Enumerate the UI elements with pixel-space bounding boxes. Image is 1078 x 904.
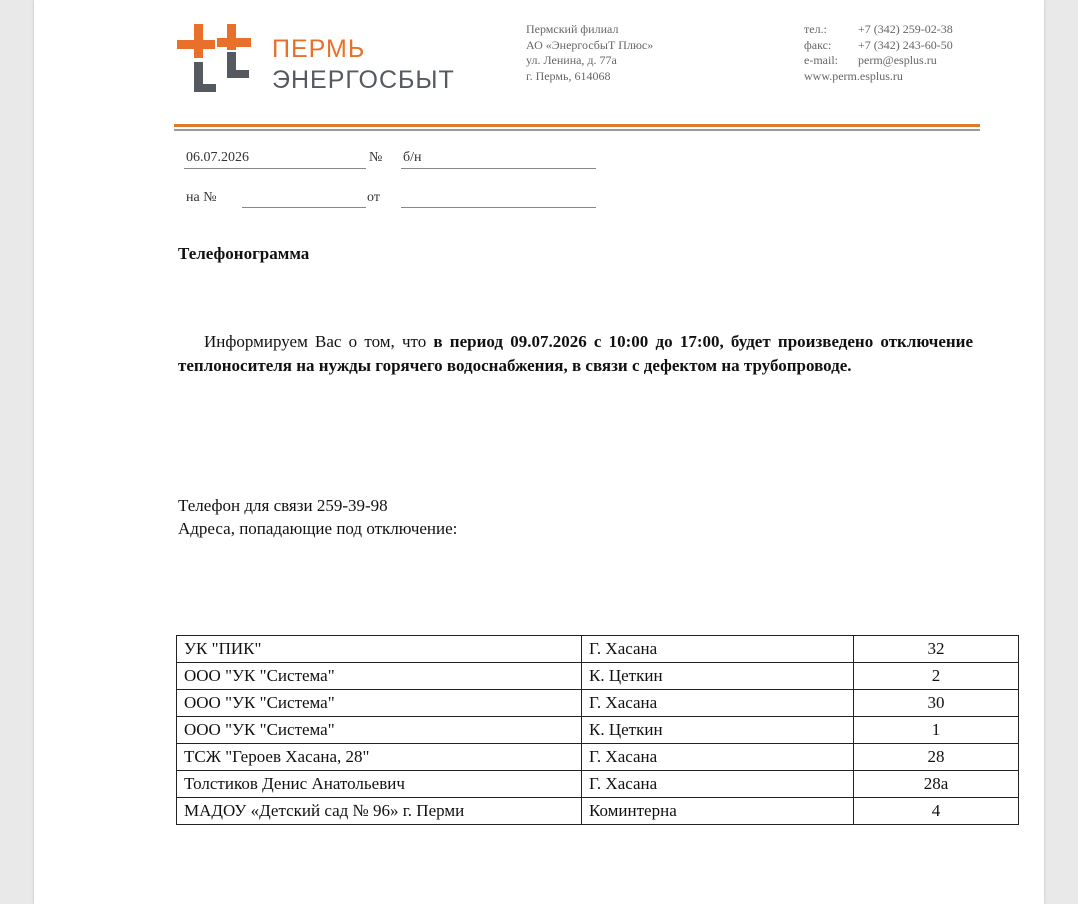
contact-label: тел.: bbox=[804, 22, 827, 36]
street-cell: Коминтерна bbox=[582, 798, 854, 825]
table-row bbox=[177, 663, 1019, 690]
org-cell: ООО "УК "Система" bbox=[177, 663, 582, 690]
contact-info bbox=[178, 494, 457, 540]
contact-email bbox=[804, 53, 953, 69]
logo-line-2: ЭНЕРГОСБЫТ bbox=[272, 66, 455, 94]
notice-details: в период 09.07.2026 с 10:00 до 17:00, будет произведено отключение теплоносителя на нужды горячего водоснабжения, в связи с дефектом на трубопроводе. bbox=[178, 332, 973, 375]
company-logo bbox=[174, 18, 474, 98]
house-cell: 1 bbox=[854, 717, 1019, 744]
ref-number-underline bbox=[242, 207, 366, 208]
phone-line: Телефон для связи 259-39-98 bbox=[178, 496, 388, 515]
addresses-label: Адреса, попадающие под отключение: bbox=[178, 519, 458, 538]
house-cell: 28а bbox=[854, 771, 1019, 798]
number-underline bbox=[401, 168, 596, 169]
street-cell: К. Цеткин bbox=[582, 717, 854, 744]
table-row bbox=[177, 636, 1019, 663]
document-title: Телефонограмма bbox=[178, 244, 310, 263]
header-rule-grey bbox=[174, 129, 980, 131]
table-row bbox=[177, 744, 1019, 771]
contact-phone bbox=[804, 22, 953, 38]
company-contacts bbox=[804, 22, 953, 84]
table-row bbox=[177, 771, 1019, 798]
company-line: г. Пермь, 614068 bbox=[526, 68, 611, 83]
contact-value: www.perm.esplus.ru bbox=[804, 68, 903, 83]
contact-website bbox=[804, 69, 953, 85]
ref-number-label: на № bbox=[186, 190, 217, 205]
contact-fax bbox=[804, 38, 953, 54]
org-cell: ООО "УК "Система" bbox=[177, 717, 582, 744]
street-cell: Г. Хасана bbox=[582, 744, 854, 771]
ref-date-underline bbox=[401, 207, 596, 208]
company-line: Пермский филиал bbox=[526, 22, 619, 36]
company-line: АО «ЭнергосбыТ Плюс» bbox=[526, 37, 654, 52]
house-cell: 4 bbox=[854, 798, 1019, 825]
contact-value: +7 (342) 259-02-38 bbox=[858, 22, 953, 36]
header-rule-orange bbox=[174, 124, 980, 127]
notice-body bbox=[178, 330, 973, 378]
org-cell: ООО "УК "Система" bbox=[177, 690, 582, 717]
company-line: ул. Ленина, д. 77а bbox=[526, 53, 617, 67]
table-row bbox=[177, 690, 1019, 717]
addresses-table bbox=[176, 635, 1019, 825]
logo-line-1: ПЕРМЬ bbox=[272, 35, 366, 63]
document-number: б/н bbox=[403, 150, 422, 165]
org-cell: ТСЖ "Героев Хасана, 28" bbox=[177, 744, 582, 771]
contact-label: e-mail: bbox=[804, 53, 838, 67]
company-address bbox=[526, 22, 653, 84]
contact-value: perm@esplus.ru bbox=[858, 53, 937, 67]
street-cell: Г. Хасана bbox=[582, 636, 854, 663]
house-cell: 2 bbox=[854, 663, 1019, 690]
house-cell: 28 bbox=[854, 744, 1019, 771]
table-row bbox=[177, 798, 1019, 825]
contact-value: +7 (342) 243-60-50 bbox=[858, 37, 953, 52]
org-cell: Толстиков Денис Анатольевич bbox=[177, 771, 582, 798]
ref-date-label: от bbox=[367, 190, 380, 205]
street-cell: К. Цеткин bbox=[582, 663, 854, 690]
document-date: 06.07.2026 bbox=[186, 150, 249, 165]
house-cell: 32 bbox=[854, 636, 1019, 663]
org-cell: МАДОУ «Детский сад № 96» г. Перми bbox=[177, 798, 582, 825]
table-row bbox=[177, 717, 1019, 744]
notice-intro: Информируем Вас о том, что bbox=[204, 332, 434, 351]
number-label: № bbox=[369, 150, 383, 165]
house-cell: 30 bbox=[854, 690, 1019, 717]
date-underline bbox=[184, 168, 366, 169]
logo-mark-icon bbox=[174, 18, 269, 98]
street-cell: Г. Хасана bbox=[582, 690, 854, 717]
street-cell: Г. Хасана bbox=[582, 771, 854, 798]
document-page bbox=[34, 0, 1044, 904]
contact-label: факс: bbox=[804, 37, 832, 52]
org-cell: УК "ПИК" bbox=[177, 636, 582, 663]
